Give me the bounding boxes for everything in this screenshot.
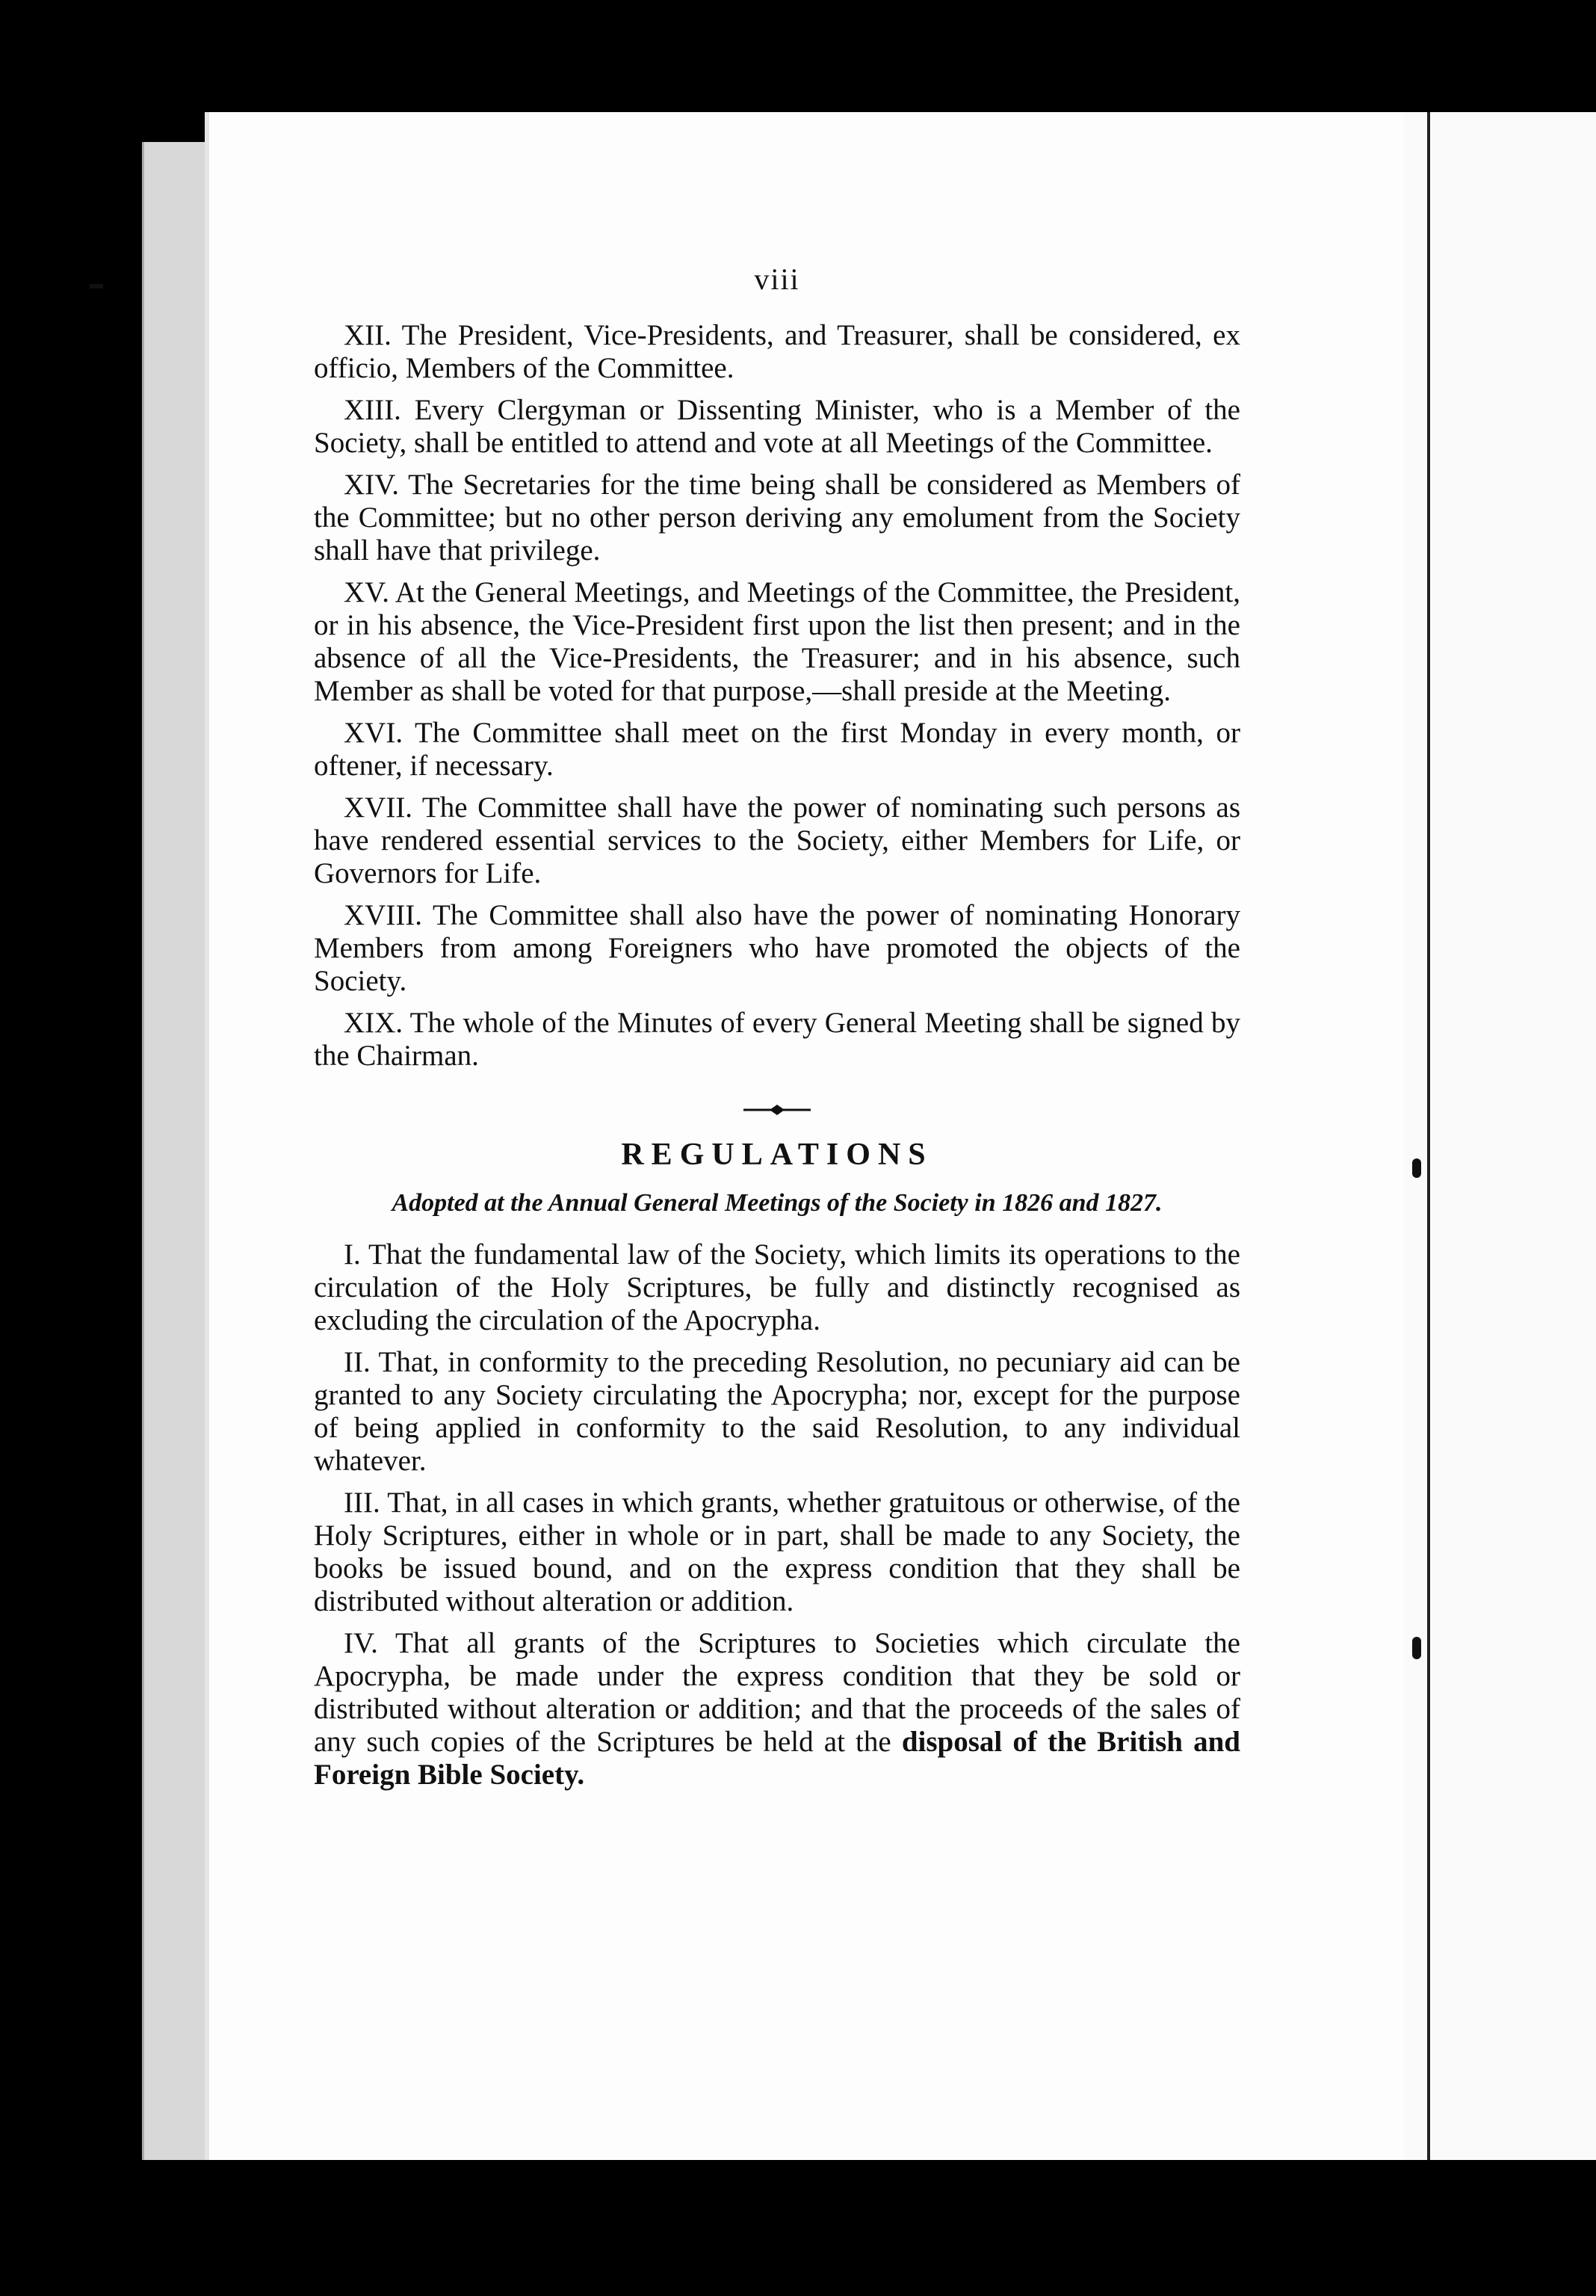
page-edge-line	[1427, 112, 1430, 2160]
page-number: viii	[754, 262, 800, 296]
page-content	[314, 262, 1240, 1800]
regulation-i: I. That the fundamental law of the Society, which limits its operations to the circulation of the Holy Scriptures, be fully and distinctly recognised as excluding the circulation of the Apocrypha.	[314, 1238, 1240, 1336]
article-xviii: XVIII. The Committee shall also have the power of nominating Honorary Members from among Foreigners who have promoted the objects of the Society.	[314, 899, 1240, 997]
regulations-heading: REGULATIONS	[621, 1138, 933, 1172]
article-xiv: XIV. The Secretaries for the time being shall be considered as Members of the Committee; but no other person deriving any emolument from the Society shall have that privilege.	[314, 469, 1240, 567]
article-xvii: XVII. The Committee shall have the power of nominating such persons as have rendered essential services to the Society, either Members for Life, or Governors for Life.	[314, 791, 1240, 889]
facing-page-edge	[1405, 112, 1596, 2160]
specks	[1412, 1158, 1421, 1178]
regulations-subheading: Adopted at the Annual General Meetings of the Society in 1826 and 1827.	[392, 1189, 1163, 1217]
section-divider-ornament	[314, 1102, 1240, 1117]
specks	[1412, 1637, 1421, 1659]
regulation-iv	[314, 1627, 1240, 1792]
regulation-iv-text: IV. That all grants of the Scriptures to Societies which circulate the Apocrypha, be made under the express condition that they be sold or distributed without alteration or addition; and that the proceeds of the sales of any such copies of the Scriptures be held at the	[314, 1627, 1240, 1758]
article-xii: XII. The President, Vice-Presidents, and Treasurer, shall be considered, ex officio, Members of the Committee.	[314, 319, 1240, 384]
article-xix: XIX. The whole of the Minutes of every General Meeting shall be signed by the Chairman.	[314, 1007, 1240, 1072]
article-xiii: XIII. Every Clergyman or Dissenting Minister, who is a Member of the Society, shall be entitled to attend and vote at all Meetings of the Committee.	[314, 394, 1240, 459]
regulation-iii: III. That, in all cases in which grants, whether gratuitous or otherwise, of the Holy Scriptures, either in whole or in part, shall be made to any Society, the books be issued bound, and on the express condition that they shall be distributed without alteration or addition.	[314, 1487, 1240, 1617]
article-xv: XV. At the General Meetings, and Meetings of the Committee, the President, or in his absence, the Vice-President first upon the list then present; and in the absence of all the Vice-Presidents, the Treasurer; and in his absence, such Member as shall be voted for that purpose,—shall preside at the Meeting.	[314, 576, 1240, 707]
regulation-iv-bold-text: disposal of the British and Foreign Bible Society.	[314, 1726, 1240, 1791]
book-page	[209, 112, 1442, 2160]
regulation-ii: II. That, in conformity to the preceding Resolution, no pecuniary aid can be granted to any Society circulating the Apocrypha; nor, except for the purpose of being applied in conformity to the said Resolution, to any individual whatever.	[314, 1346, 1240, 1477]
specks	[90, 284, 103, 288]
article-xvi: XVI. The Committee shall meet on the first Monday in every month, or oftener, if necessary.	[314, 717, 1240, 782]
